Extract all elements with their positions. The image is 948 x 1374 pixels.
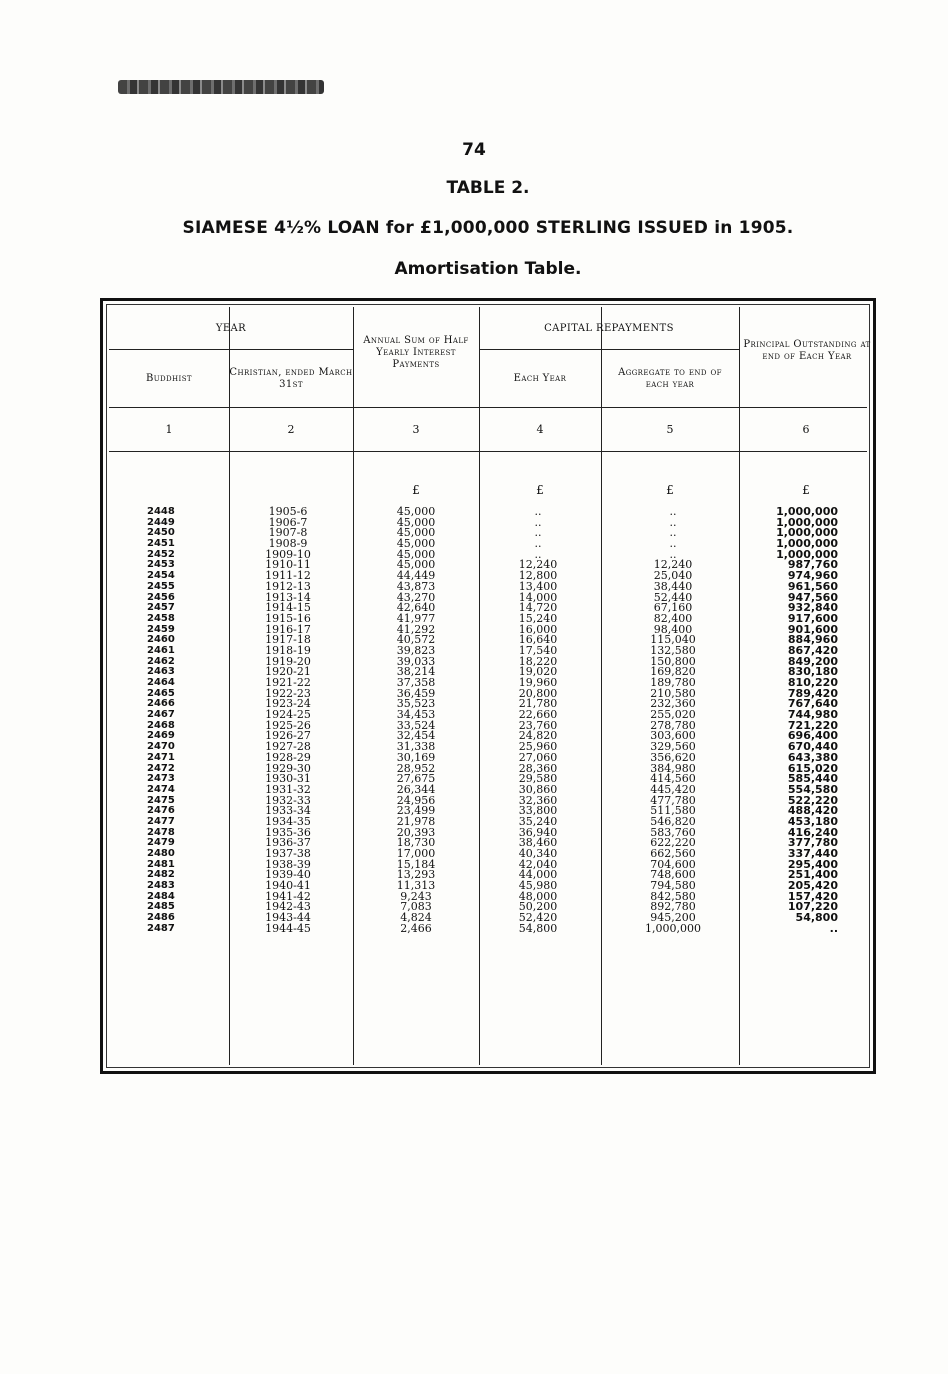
christian-year-cell: 1939-40 <box>265 868 311 882</box>
principal-cell: 917,600 <box>787 611 838 625</box>
principal-cell: 830,180 <box>787 665 838 679</box>
christian-year-cell: 1927-28 <box>265 740 311 754</box>
interest-cell: 15,184 <box>396 857 436 871</box>
aggregate-cell: .. <box>669 515 677 529</box>
header-divider <box>109 451 867 452</box>
principal-cell: 157,420 <box>787 889 838 903</box>
principal-cell: 961,560 <box>787 579 838 593</box>
each-year-cell: 36,940 <box>518 825 558 839</box>
each-year-cell: 48,000 <box>518 889 558 903</box>
each-year-cell: 40,340 <box>518 847 558 860</box>
buddhist-year-cell: 2475 <box>147 794 175 806</box>
buddhist-year-cell: 2458 <box>147 612 175 624</box>
interest-cell: 38,214 <box>396 665 436 679</box>
principal-cell: 744,980 <box>787 708 838 722</box>
interest-cell: 39,033 <box>396 654 436 668</box>
each-year-cell: 16,640 <box>518 633 558 647</box>
aggregate-cell: 67,160 <box>653 601 693 615</box>
principal-cell: 205,420 <box>787 879 838 893</box>
column-divider <box>479 307 480 1065</box>
interest-cell: 28,952 <box>396 761 436 775</box>
christian-year-cell: 1937-38 <box>265 847 311 860</box>
header-divider <box>109 407 867 408</box>
aggregate-cell: 842,580 <box>650 889 696 903</box>
column-number: 1 <box>165 423 173 436</box>
principal-cell: 789,420 <box>787 686 838 700</box>
christian-year-cell: 1943-44 <box>265 911 311 925</box>
christian-year-cell: 1944-45 <box>265 921 311 935</box>
buddhist-year-cell: 2480 <box>147 848 175 859</box>
interest-cell: 33,524 <box>396 718 436 732</box>
aggregate-cell: 704,600 <box>650 857 696 871</box>
interest-cell: 45,000 <box>396 558 436 572</box>
buddhist-year-cell: 2460 <box>147 634 175 646</box>
each-year-cell: 19,960 <box>518 676 558 689</box>
aggregate-cell: 384,980 <box>650 761 696 775</box>
buddhist-year-cell: 2485 <box>147 901 175 913</box>
christian-year-cell: 1930-31 <box>265 772 311 786</box>
principal-cell: .. <box>829 921 838 935</box>
column-number: 3 <box>412 423 420 436</box>
aggregate-cell: 622,220 <box>650 836 696 850</box>
christian-year-cell: 1905-6 <box>268 505 308 518</box>
page-title: SIAMESE 4½% LOAN for £1,000,000 STERLING ISSUED in 1905. <box>182 218 794 238</box>
each-year-cell: 16,000 <box>518 622 558 636</box>
aggregate-cell: 132,580 <box>650 643 696 657</box>
each-year-cell: 25,960 <box>518 740 558 754</box>
christian-year-cell: 1909-10 <box>265 547 311 561</box>
christian-year-cell: 1914-15 <box>265 601 311 615</box>
aggregate-cell: 1,000,000 <box>645 921 701 935</box>
buddhist-year-cell: 2454 <box>147 570 175 582</box>
each-year-column <box>498 507 578 935</box>
column-number: 4 <box>536 423 544 436</box>
interest-cell: 20,393 <box>396 825 436 839</box>
each-year-cell: 21,780 <box>518 697 558 711</box>
header-aggregate: Aggregate to end of each year <box>618 367 722 390</box>
interest-cell: 24,956 <box>396 793 436 807</box>
principal-cell: 295,400 <box>787 857 838 871</box>
each-year-cell: 14,720 <box>518 601 558 615</box>
interest-cell: 45,000 <box>396 526 436 540</box>
christian-year-cell: 1911-12 <box>265 569 311 583</box>
interest-cell: 32,454 <box>396 729 436 743</box>
buddhist-year-cell: 2472 <box>147 762 175 774</box>
principal-cell: 947,560 <box>787 590 838 604</box>
principal-cell: 721,220 <box>787 718 838 732</box>
each-year-cell: 54,800 <box>518 921 558 935</box>
column-divider <box>229 307 230 1065</box>
currency-unit: £ <box>536 483 544 497</box>
christian-year-column <box>248 507 328 935</box>
interest-cell: 43,873 <box>396 579 436 593</box>
each-year-cell: 29,580 <box>518 772 558 786</box>
interest-cell: 21,978 <box>396 814 436 828</box>
interest-cell: 11,313 <box>396 879 436 893</box>
buddhist-year-cell: 2477 <box>147 815 175 827</box>
principal-cell: 767,640 <box>787 697 838 711</box>
buddhist-year-cell: 2481 <box>147 858 175 870</box>
buddhist-year-cell: 2478 <box>147 826 175 838</box>
interest-cell: 40,572 <box>396 633 436 647</box>
interest-cell: 9,243 <box>400 889 432 903</box>
christian-year-cell: 1910-11 <box>265 558 311 572</box>
christian-year-cell: 1921-22 <box>265 676 311 689</box>
christian-year-cell: 1923-24 <box>265 697 311 711</box>
header-capital-repayments: CAPITAL REPAYMENTS <box>544 323 674 334</box>
principal-cell: 1,000,000 <box>776 515 838 529</box>
aggregate-cell: 748,600 <box>650 868 696 882</box>
each-year-cell: 45,980 <box>518 879 558 893</box>
buddhist-year-cell: 2456 <box>147 591 175 603</box>
christian-year-cell: 1934-35 <box>265 814 311 828</box>
each-year-cell: 22,660 <box>518 708 558 722</box>
buddhist-year-cell: 2451 <box>147 538 175 550</box>
buddhist-year-cell: 2476 <box>147 805 175 817</box>
buddhist-year-cell: 2486 <box>147 912 175 924</box>
interest-cell: 42,640 <box>396 601 436 615</box>
principal-cell: 987,760 <box>787 558 838 572</box>
interest-cell: 43,270 <box>396 590 436 604</box>
christian-year-cell: 1907-8 <box>268 526 308 540</box>
buddhist-year-cell: 2474 <box>147 783 175 795</box>
principal-cell: 488,420 <box>787 804 838 818</box>
principal-cell: 849,200 <box>787 654 838 668</box>
christian-year-cell: 1925-26 <box>265 718 311 732</box>
aggregate-cell: 303,600 <box>650 729 696 743</box>
each-year-cell: .. <box>534 515 542 529</box>
column-divider <box>601 307 602 1065</box>
each-year-cell: 15,240 <box>518 611 558 625</box>
each-year-cell: 32,360 <box>518 793 558 807</box>
aggregate-cell: 82,400 <box>653 611 693 625</box>
buddhist-year-cell: 2466 <box>147 698 175 710</box>
buddhist-year-cell: 2459 <box>147 623 175 635</box>
each-year-cell: 19,020 <box>518 665 558 679</box>
aggregate-cell: 98,400 <box>653 622 693 636</box>
aggregate-cell: 445,420 <box>650 782 696 796</box>
interest-cell: 30,169 <box>396 750 436 764</box>
principal-column <box>758 507 838 935</box>
principal-cell: 554,580 <box>787 782 838 796</box>
page-subtitle: Amortisation Table. <box>394 259 582 279</box>
interest-cell: 31,338 <box>396 740 436 754</box>
christian-year-cell: 1908-9 <box>268 537 308 551</box>
principal-cell: 1,000,000 <box>776 547 838 561</box>
christian-year-cell: 1906-7 <box>268 515 308 529</box>
buddhist-year-cell: 2469 <box>147 730 175 742</box>
christian-year-cell: 1936-37 <box>265 836 311 850</box>
aggregate-cell: 12,240 <box>653 558 693 572</box>
column-number: 2 <box>287 423 295 436</box>
each-year-cell: 20,800 <box>518 686 558 700</box>
principal-cell: 1,000,000 <box>776 526 838 540</box>
aggregate-cell: 414,560 <box>650 772 696 786</box>
christian-year-cell: 1942-43 <box>265 900 311 914</box>
each-year-cell: .. <box>534 537 542 551</box>
each-year-cell: 13,400 <box>518 579 558 593</box>
principal-cell: 1,000,000 <box>776 537 838 551</box>
interest-cell: 34,453 <box>396 708 436 722</box>
christian-year-cell: 1920-21 <box>265 665 311 679</box>
buddhist-year-cell: 2464 <box>147 677 175 688</box>
aggregate-cell: 546,820 <box>650 814 696 828</box>
principal-cell: 615,020 <box>787 761 838 775</box>
aggregate-cell: 662,560 <box>650 847 696 860</box>
aggregate-cell: 38,440 <box>653 579 693 593</box>
christian-year-cell: 1940-41 <box>265 879 311 893</box>
christian-year-cell: 1926-27 <box>265 729 311 743</box>
currency-unit: £ <box>666 483 674 497</box>
interest-cell: 36,459 <box>396 686 436 700</box>
aggregate-cell: 278,780 <box>650 718 696 732</box>
interest-cell: 17,000 <box>396 847 436 860</box>
aggregate-cell: .. <box>669 526 677 540</box>
principal-cell: 585,440 <box>787 772 838 786</box>
each-year-cell: .. <box>534 547 542 561</box>
each-year-cell: 50,200 <box>518 900 558 914</box>
header-principal: Principal Outstanding at end of Each Year <box>743 339 871 362</box>
interest-cell: 26,344 <box>396 782 436 796</box>
interest-cell: 23,499 <box>396 804 436 818</box>
interest-cell: 18,730 <box>396 836 436 850</box>
aggregate-cell: 189,780 <box>650 676 696 689</box>
aggregate-cell: .. <box>669 547 677 561</box>
column-divider <box>739 307 740 1065</box>
buddhist-year-cell: 2450 <box>147 527 175 539</box>
principal-cell: 251,400 <box>787 868 838 882</box>
header-annual-sum: Annual Sum of Half Yearly Interest Payments <box>363 335 469 370</box>
principal-cell: 901,600 <box>787 622 838 636</box>
christian-year-cell: 1941-42 <box>265 889 311 903</box>
aggregate-cell: 232,360 <box>650 697 696 711</box>
aggregate-cell: .. <box>669 537 677 551</box>
interest-cell: 41,977 <box>396 611 436 625</box>
aggregate-cell: 329,560 <box>650 740 696 754</box>
principal-cell: 643,380 <box>787 750 838 764</box>
buddhist-year-cell: 2462 <box>147 655 175 667</box>
christian-year-cell: 1916-17 <box>265 622 311 636</box>
buddhist-year-cell: 2487 <box>147 922 175 934</box>
library-stamp <box>118 80 324 94</box>
each-year-cell: 17,540 <box>518 643 558 657</box>
interest-cell: 7,083 <box>400 900 432 914</box>
interest-cell: 37,358 <box>396 676 436 689</box>
buddhist-year-cell: 2461 <box>147 644 175 656</box>
each-year-cell: .. <box>534 526 542 540</box>
buddhist-year-cell: 2448 <box>147 506 175 517</box>
each-year-cell: 38,460 <box>518 836 558 850</box>
aggregate-column <box>628 507 718 935</box>
christian-year-cell: 1935-36 <box>265 825 311 839</box>
each-year-cell: 35,240 <box>518 814 558 828</box>
buddhist-year-cell: 2457 <box>147 602 175 614</box>
aggregate-cell: 150,800 <box>650 654 696 668</box>
interest-cell: 35,523 <box>396 697 436 711</box>
column-number: 5 <box>666 423 674 436</box>
principal-cell: 884,960 <box>787 633 838 647</box>
interest-cell: 13,293 <box>396 868 436 882</box>
each-year-cell: 12,800 <box>518 569 558 583</box>
interest-column <box>371 507 461 935</box>
buddhist-year-cell: 2468 <box>147 719 175 731</box>
principal-cell: 377,780 <box>787 836 838 850</box>
each-year-cell: 30,860 <box>518 782 558 796</box>
christian-year-cell: 1919-20 <box>265 654 311 668</box>
buddhist-year-cell: 2479 <box>147 837 175 849</box>
aggregate-cell: 511,580 <box>650 804 696 818</box>
principal-cell: 1,000,000 <box>776 505 838 518</box>
interest-cell: 39,823 <box>396 643 436 657</box>
principal-cell: 107,220 <box>787 900 838 914</box>
christian-year-cell: 1924-25 <box>265 708 311 722</box>
aggregate-cell: 892,780 <box>650 900 696 914</box>
interest-cell: 45,000 <box>396 537 436 551</box>
aggregate-cell: 52,440 <box>653 590 693 604</box>
aggregate-cell: 945,200 <box>650 911 696 925</box>
aggregate-cell: .. <box>669 505 677 518</box>
each-year-cell: 18,220 <box>518 654 558 668</box>
column-divider <box>353 307 354 1065</box>
interest-cell: 44,449 <box>396 569 436 583</box>
each-year-cell: 44,000 <box>518 868 558 882</box>
principal-cell: 453,180 <box>787 814 838 828</box>
buddhist-year-cell: 2467 <box>147 709 175 721</box>
buddhist-year-cell: 2452 <box>147 548 175 560</box>
principal-cell: 670,440 <box>787 740 838 754</box>
christian-year-cell: 1915-16 <box>265 611 311 625</box>
interest-cell: 4,824 <box>400 911 432 925</box>
principal-cell: 867,420 <box>787 643 838 657</box>
buddhist-year-cell: 2455 <box>147 580 175 592</box>
each-year-cell: 33,800 <box>518 804 558 818</box>
principal-cell: 416,240 <box>787 825 838 839</box>
page-number: 74 <box>462 140 486 160</box>
table-label: TABLE 2. <box>446 178 530 198</box>
aggregate-cell: 169,820 <box>650 665 696 679</box>
aggregate-cell: 356,620 <box>650 750 696 764</box>
interest-cell: 45,000 <box>396 547 436 561</box>
header-divider <box>479 349 739 350</box>
christian-year-cell: 1931-32 <box>265 782 311 796</box>
buddhist-year-cell: 2453 <box>147 559 175 571</box>
buddhist-year-cell: 2484 <box>147 890 175 902</box>
buddhist-year-cell: 2463 <box>147 666 175 678</box>
each-year-cell: 27,060 <box>518 750 558 764</box>
interest-cell: 41,292 <box>396 622 436 636</box>
amortisation-table <box>100 298 876 1074</box>
column-number: 6 <box>802 423 810 436</box>
principal-cell: 974,960 <box>787 569 838 583</box>
aggregate-cell: 115,040 <box>650 633 696 647</box>
principal-cell: 810,220 <box>787 676 838 689</box>
principal-cell: 54,800 <box>795 911 838 925</box>
aggregate-cell: 25,040 <box>653 569 693 583</box>
currency-unit: £ <box>802 483 810 497</box>
aggregate-cell: 794,580 <box>650 879 696 893</box>
principal-cell: 932,840 <box>787 601 838 615</box>
interest-cell: 45,000 <box>396 515 436 529</box>
buddhist-year-cell: 2482 <box>147 869 175 881</box>
christian-year-cell: 1912-13 <box>265 579 311 593</box>
principal-cell: 337,440 <box>787 847 838 860</box>
christian-year-cell: 1932-33 <box>265 793 311 807</box>
christian-year-cell: 1917-18 <box>265 633 311 647</box>
buddhist-year-cell: 2465 <box>147 687 175 699</box>
header-christian: Christian, ended March 31st <box>229 367 353 390</box>
buddhist-year-cell: 2449 <box>147 516 175 528</box>
each-year-cell: 42,040 <box>518 857 558 871</box>
aggregate-cell: 210,580 <box>650 686 696 700</box>
christian-year-cell: 1933-34 <box>265 804 311 818</box>
buddhist-year-column <box>147 507 187 935</box>
christian-year-cell: 1918-19 <box>265 643 311 657</box>
christian-year-cell: 1938-39 <box>265 857 311 871</box>
each-year-cell: .. <box>534 505 542 518</box>
each-year-cell: 28,360 <box>518 761 558 775</box>
interest-cell: 45,000 <box>396 505 436 518</box>
each-year-cell: 24,820 <box>518 729 558 743</box>
interest-cell: 2,466 <box>400 921 432 935</box>
christian-year-cell: 1929-30 <box>265 761 311 775</box>
buddhist-year-cell: 2473 <box>147 773 175 785</box>
principal-cell: 522,220 <box>787 793 838 807</box>
buddhist-year-cell: 2471 <box>147 751 175 763</box>
buddhist-year-cell: 2483 <box>147 880 175 892</box>
principal-cell: 696,400 <box>787 729 838 743</box>
aggregate-cell: 583,760 <box>650 825 696 839</box>
aggregate-cell: 255,020 <box>650 708 696 722</box>
christian-year-cell: 1928-29 <box>265 750 311 764</box>
each-year-cell: 23,760 <box>518 718 558 732</box>
header-each-year: Each Year <box>513 373 567 384</box>
each-year-cell: 14,000 <box>518 590 558 604</box>
header-year: YEAR <box>215 323 247 334</box>
interest-cell: 27,675 <box>396 772 436 786</box>
christian-year-cell: 1913-14 <box>265 590 311 604</box>
currency-unit: £ <box>412 483 420 497</box>
header-buddhist: Buddhist <box>145 373 192 384</box>
each-year-cell: 12,240 <box>518 558 558 572</box>
buddhist-year-cell: 2470 <box>147 741 175 753</box>
christian-year-cell: 1922-23 <box>265 686 311 700</box>
each-year-cell: 52,420 <box>518 911 558 925</box>
header-divider <box>109 349 353 350</box>
aggregate-cell: 477,780 <box>650 793 696 807</box>
